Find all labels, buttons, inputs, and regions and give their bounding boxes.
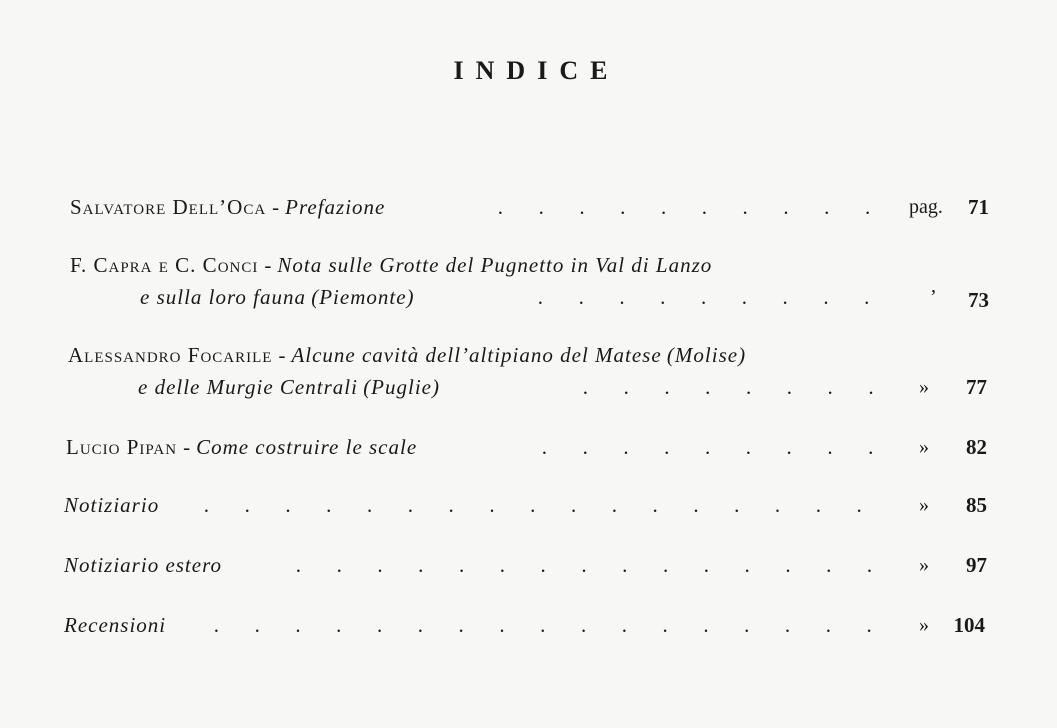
leader-dot: .: [623, 435, 629, 459]
dot-leader: [520, 282, 892, 312]
leader-dot: .: [213, 613, 220, 637]
leader-dot: .: [537, 285, 544, 309]
entry-author: Lucio Pipan: [66, 435, 178, 459]
entry-title-cont: e sulla loro fauna: [140, 285, 306, 309]
leader-dot: .: [827, 435, 833, 459]
entry-separator: -: [278, 343, 286, 367]
leader-dot: .: [785, 553, 791, 577]
leader-dot: .: [203, 493, 210, 517]
leader-dot: .: [744, 613, 750, 637]
entry-line: [70, 250, 712, 280]
entry-title-cont: e delle Murgie Centrali: [138, 375, 358, 399]
leader-dot: .: [578, 285, 584, 309]
page-marker: »: [919, 554, 929, 576]
leader-dot: .: [700, 285, 707, 309]
leader-dot: .: [620, 195, 626, 219]
dot-leader: [278, 550, 892, 580]
entry-title: Alcune cavità dell’altipiano del Matese: [291, 343, 662, 367]
dot-leader: [196, 610, 892, 640]
leader-dot: .: [336, 613, 342, 637]
entry-region: (Puglie): [363, 375, 440, 399]
leader-dot: .: [582, 375, 589, 399]
page-number: 97: [966, 553, 987, 577]
leader-dot: .: [825, 613, 831, 637]
leader-dot: .: [541, 435, 548, 459]
leader-dot: .: [866, 553, 873, 577]
dot-leader: [524, 432, 892, 462]
leader-dot: .: [662, 553, 669, 577]
leader-dot: .: [497, 195, 504, 219]
entry-region: (Piemonte): [311, 285, 415, 309]
toc-entry-grotte-pugnetto: [0, 250, 1057, 280]
leader-dot: .: [254, 613, 260, 637]
leader-dot: .: [815, 493, 821, 517]
toc-entry-cavita-matese-cont: [0, 372, 1057, 402]
entry-separator: -: [264, 253, 272, 277]
page-marker: »: [919, 494, 929, 516]
leader-dot: .: [458, 613, 464, 637]
leader-dot: .: [621, 613, 627, 637]
leader-dot: .: [499, 613, 505, 637]
leader-dot: .: [244, 493, 250, 517]
entry-author: Alessandro Focarile: [68, 343, 273, 367]
leader-dot: .: [782, 285, 788, 309]
leader-dot: .: [336, 553, 342, 577]
entry-author: F. Capra e C. Conci: [70, 253, 259, 277]
toc-entry-notiziario-estero: [0, 550, 1057, 580]
entry-line: [64, 610, 166, 640]
entry-line: [68, 340, 746, 370]
page-marker: »: [919, 376, 929, 398]
leader-dot: .: [623, 375, 629, 399]
leader-dot: .: [664, 435, 670, 459]
leader-dot: .: [704, 435, 711, 459]
entry-line: [138, 372, 440, 402]
leader-dot: .: [823, 285, 829, 309]
leader-dot: .: [868, 435, 874, 459]
dot-leader: [186, 490, 892, 520]
leader-dot: .: [295, 553, 302, 577]
leader-dot: .: [824, 195, 830, 219]
page-marker: pag.: [909, 196, 943, 218]
leader-dot: .: [570, 493, 577, 517]
toc-entry-prefazione: [0, 192, 1057, 222]
leader-dot: .: [458, 553, 465, 577]
leader-dot: .: [864, 195, 871, 219]
leader-dot: .: [703, 553, 709, 577]
leader-dot: .: [864, 285, 870, 309]
page-number: 85: [966, 493, 987, 517]
toc-entry-cavita-matese: [0, 340, 1057, 370]
leader-dot: .: [285, 493, 291, 517]
leader-dot: .: [705, 375, 711, 399]
page-number: 73: [968, 288, 989, 312]
entry-title: Notiziario estero: [64, 553, 222, 577]
entry-separator: -: [272, 195, 280, 219]
dot-leader: [480, 192, 892, 222]
leader-dot: .: [742, 195, 748, 219]
leader-dot: .: [366, 493, 373, 517]
leader-dot: .: [734, 493, 740, 517]
leader-dot: .: [664, 375, 670, 399]
leader-dot: .: [407, 493, 413, 517]
entry-line: [140, 282, 415, 312]
page-marker: ’: [930, 286, 937, 308]
entry-separator: -: [183, 435, 191, 459]
toc-entry-recensioni: [0, 610, 1057, 640]
leader-dot: .: [784, 613, 791, 637]
leader-dot: .: [611, 493, 617, 517]
leader-dot: .: [540, 613, 546, 637]
leader-dot: .: [786, 375, 792, 399]
entry-title: Come costruire le scale: [196, 435, 418, 459]
leader-dot: .: [660, 195, 667, 219]
leader-dot: .: [418, 553, 424, 577]
leader-dot: .: [774, 493, 781, 517]
leader-dot: .: [786, 435, 792, 459]
leader-dot: .: [827, 375, 833, 399]
dot-leader: [565, 372, 892, 402]
leader-dot: .: [295, 613, 301, 637]
leader-dot: .: [377, 553, 383, 577]
leader-dot: .: [376, 613, 383, 637]
page-marker: »: [919, 614, 929, 636]
leader-dot: .: [538, 195, 544, 219]
leader-dot: .: [741, 285, 747, 309]
entry-title: Recensioni: [64, 613, 167, 637]
leader-dot: .: [745, 435, 751, 459]
leader-dot: .: [662, 613, 668, 637]
entry-title: Notiziario: [64, 493, 160, 517]
leader-dot: .: [701, 195, 707, 219]
leader-dot: .: [826, 553, 832, 577]
leader-dot: .: [783, 195, 789, 219]
page-number: 77: [966, 375, 987, 399]
leader-dot: .: [703, 613, 709, 637]
page-number: 82: [966, 435, 987, 459]
leader-dot: .: [582, 435, 588, 459]
leader-dot: .: [660, 285, 666, 309]
toc-entry-notiziario: [0, 490, 1057, 520]
leader-dot: .: [868, 375, 874, 399]
leader-dot: .: [619, 285, 625, 309]
entry-title: Nota sulle Grotte del Pugnetto in Val di Lanzo: [277, 253, 713, 277]
leader-dot: .: [499, 553, 505, 577]
entry-title: Prefazione: [285, 195, 386, 219]
leader-dot: .: [580, 613, 587, 637]
leader-dot: .: [530, 493, 536, 517]
toc-entry-scale: [0, 432, 1057, 462]
entry-line: [66, 432, 417, 462]
page-number: 71: [968, 195, 989, 219]
leader-dot: .: [744, 553, 750, 577]
entry-line: [70, 192, 385, 222]
page-title: INDICE: [453, 56, 620, 85]
leader-dot: .: [326, 493, 332, 517]
leader-dot: .: [622, 553, 628, 577]
entry-author: Salvatore Dell’Oca: [70, 195, 267, 219]
leader-dot: .: [652, 493, 658, 517]
leader-dot: .: [540, 553, 546, 577]
leader-dot: .: [417, 613, 423, 637]
leader-dot: .: [448, 493, 454, 517]
leader-dot: .: [581, 553, 587, 577]
entry-line: [64, 550, 222, 580]
entry-line: [64, 490, 159, 520]
leader-dot: .: [489, 493, 495, 517]
leader-dot: .: [693, 493, 699, 517]
leader-dot: .: [745, 375, 752, 399]
entry-region: (Molise): [666, 343, 747, 367]
page-marker: »: [919, 436, 929, 458]
leader-dot: .: [866, 613, 872, 637]
leader-dot: .: [856, 493, 862, 517]
page-number: 104: [953, 613, 985, 637]
leader-dot: .: [579, 195, 585, 219]
toc-entry-grotte-pugnetto-cont: [0, 282, 1057, 312]
